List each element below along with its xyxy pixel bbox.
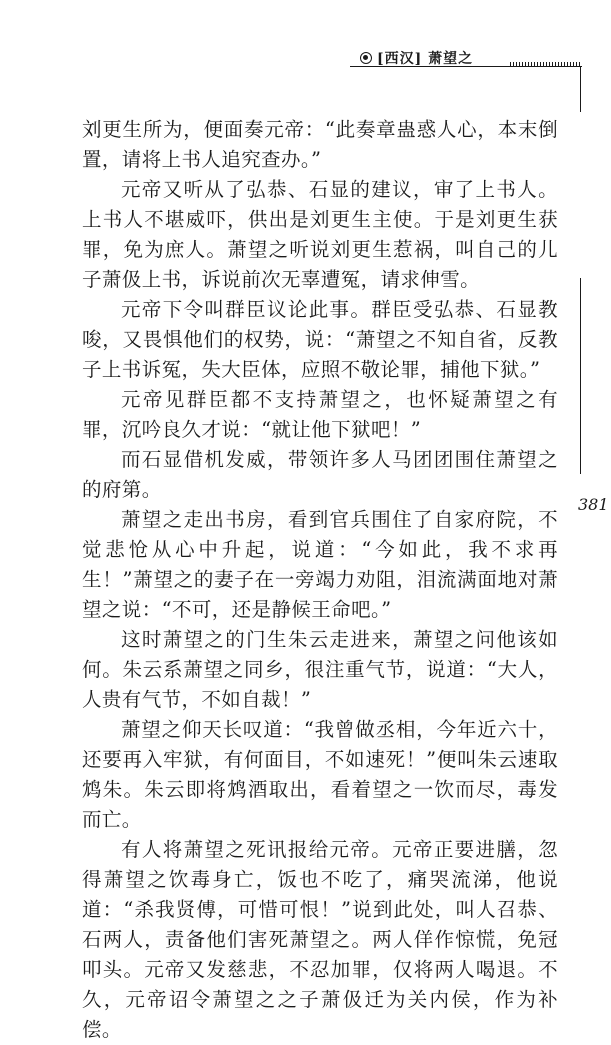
paragraph: 元帝又听从了弘恭、石显的建议，审了上书人。上书人不堪威吓，供出是刘更生主使。于是刘更生获罪，免为庶人。萧望之听说刘更生惹祸，叫自己的儿子萧伋上书，诉说前次无辜遭冤，请求伸雪。 — [82, 178, 558, 291]
circle-bullet-icon — [360, 52, 372, 64]
paragraph: 萧望之走出书房，看到官兵围住了自家府院，不觉悲怆从心中升起，说道：“今如此，我不求再生！”萧望之的妻子在一旁竭力劝阻，泪流满面地对萧望之说：“不可，还是静候王命吧。” — [82, 508, 558, 621]
paragraph: 有人将萧望之死讯报给元帝。元帝正要进膳，忽得萧望之饮毒身亡，饭也不吃了，痛哭流涕，他说道：“杀我贤傅，可惜可恨！”说到此处，叫人召恭、石两人，责备他们害死萧望之。两人佯作惊慌，免冠叩头。元帝又发慈悲，不忍加罪，仅将两人喝退。不久，元帝诏令萧望之之子萧伋迁为关内侯，作为补偿。 — [82, 838, 558, 1041]
margin-bar-bottom — [580, 278, 581, 474]
margin-bar-top — [580, 66, 581, 112]
page-number: 381 — [578, 495, 609, 514]
header-rule — [350, 66, 582, 67]
paragraph: 元帝下令叫群臣议论此事。群臣受弘恭、石显教唆，又畏惧他们的权势，说：“萧望之不知自省，反教子上书诉冤，失大臣体，应照不敬论罪，捕他下狱。” — [82, 298, 558, 381]
paragraph: 萧望之仰天长叹道：“我曾做丞相，今年近六十，还要再入牢狱，有何面目，不如速死！”便叫朱云速取鸩朱。朱云即将鸩酒取出，看着望之一饮而尽，毒发而亡。 — [82, 718, 558, 831]
paragraph: 而石显借机发威，带领许多人马团团围住萧望之的府第。 — [82, 448, 558, 501]
header-rule-ornament — [510, 62, 582, 66]
body-text — [82, 115, 558, 1045]
paragraph: 刘更生所为，便面奏元帝：“此奏章蛊惑人心，本末倒置，请将上书人追究查办。” — [82, 118, 558, 171]
running-header — [360, 48, 473, 68]
paragraph: 这时萧望之的门生朱云走进来，萧望之问他该如何。朱云系萧望之同乡，很注重气节，说道：“大人，人贵有气节，不如自裁！” — [82, 628, 558, 711]
running-header-title: [西汉] 萧望之 — [377, 51, 474, 67]
paragraph: 元帝见群臣都不支持萧望之，也怀疑萧望之有罪，沉吟良久才说：“就让他下狱吧！” — [82, 388, 558, 441]
